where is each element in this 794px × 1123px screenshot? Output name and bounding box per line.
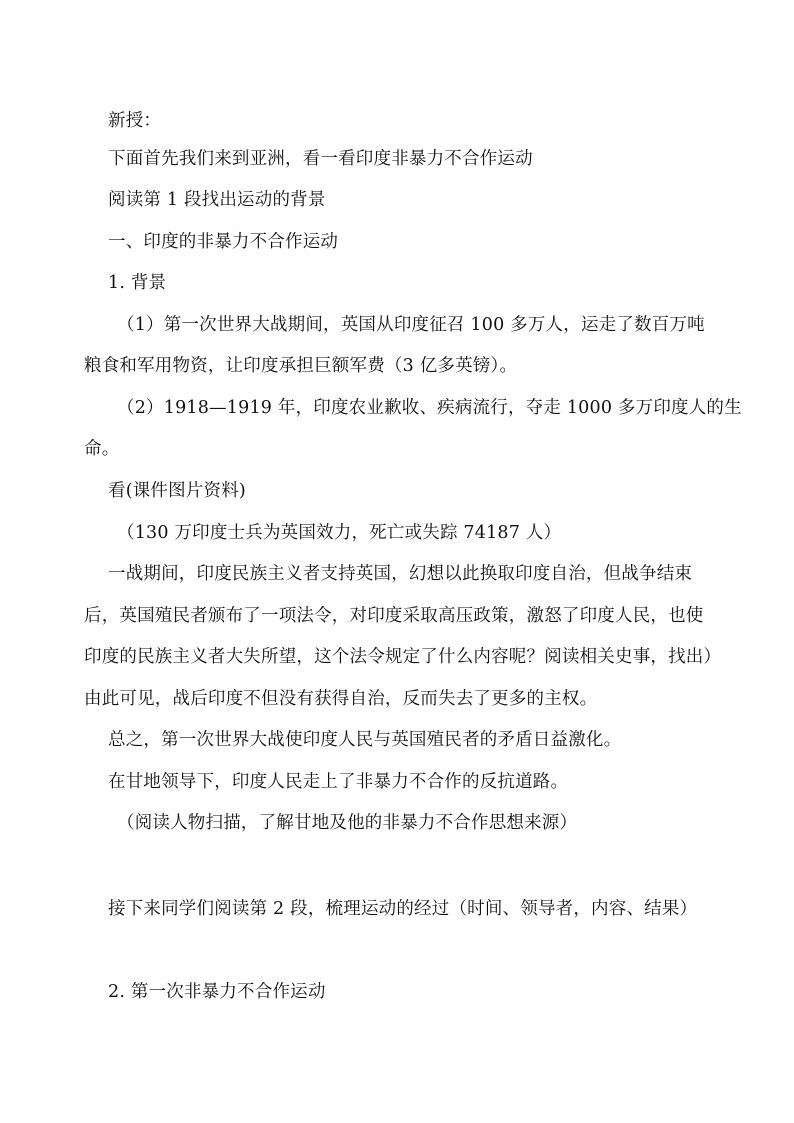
wwi-paragraph-line-2: 后，英国殖民者颁布了一项法令，对印度采取高压政策，激怒了印度人民，也使 (84, 606, 704, 626)
soldier-statistic: （130 万印度士兵为英国效力，死亡或失踪 74187 人） (117, 523, 562, 543)
background-point-2-line-2: 命。 (84, 439, 120, 459)
background-point-2-line-1: （2）1918—1919 年，印度农业歉收、疾病流行，夺走 1000 多万印度人的生 (117, 398, 742, 418)
next-reading-instruction: 接下来同学们阅读第 2 段，梳理运动的经过（时间、领导者，内容、结果） (108, 899, 698, 919)
summary-paragraph: 总之，第一次世界大战使印度人民与英国殖民者的矛盾日益激化。 (108, 730, 622, 750)
background-point-1-line-1: （1）第一次世界大战期间，英国从印度征召 100 多万人，运走了数百万吨 (117, 315, 705, 335)
wwi-paragraph-line-1: 一战期间，印度民族主义者支持英国，幻想以此换取印度自治，但战争结束 (108, 564, 693, 584)
reading-instruction: 阅读第 1 段找出运动的背景 (108, 190, 326, 210)
section-label-new-lesson: 新授： (108, 111, 162, 131)
wwi-paragraph-line-3: 印度的民族主义者大失所望，这个法令规定了什么内容呢？阅读相关史事，找出） (84, 647, 722, 667)
reading-note: （阅读人物扫描，了解甘地及他的非暴力不合作思想来源） (117, 813, 578, 833)
courseware-note: 看(课件图片资料) (108, 481, 246, 501)
intro-paragraph: 下面首先我们来到亚洲，看一看印度非暴力不合作运动 (108, 149, 533, 169)
section-heading: 一、印度的非暴力不合作运动 (108, 232, 339, 252)
gandhi-paragraph: 在甘地领导下，印度人民走上了非暴力不合作的反抗道路。 (108, 772, 569, 792)
wwi-paragraph-line-4: 由此可见，战后印度不但没有获得自治，反而失去了更多的主权。 (84, 689, 598, 709)
background-point-1-line-2: 粮食和军用物资，让印度承担巨额军费（3 亿多英镑）。 (84, 356, 518, 376)
subheading-first-movement: 2. 第一次非暴力不合作运动 (108, 982, 326, 1002)
subheading-background: 1. 背景 (108, 273, 167, 293)
